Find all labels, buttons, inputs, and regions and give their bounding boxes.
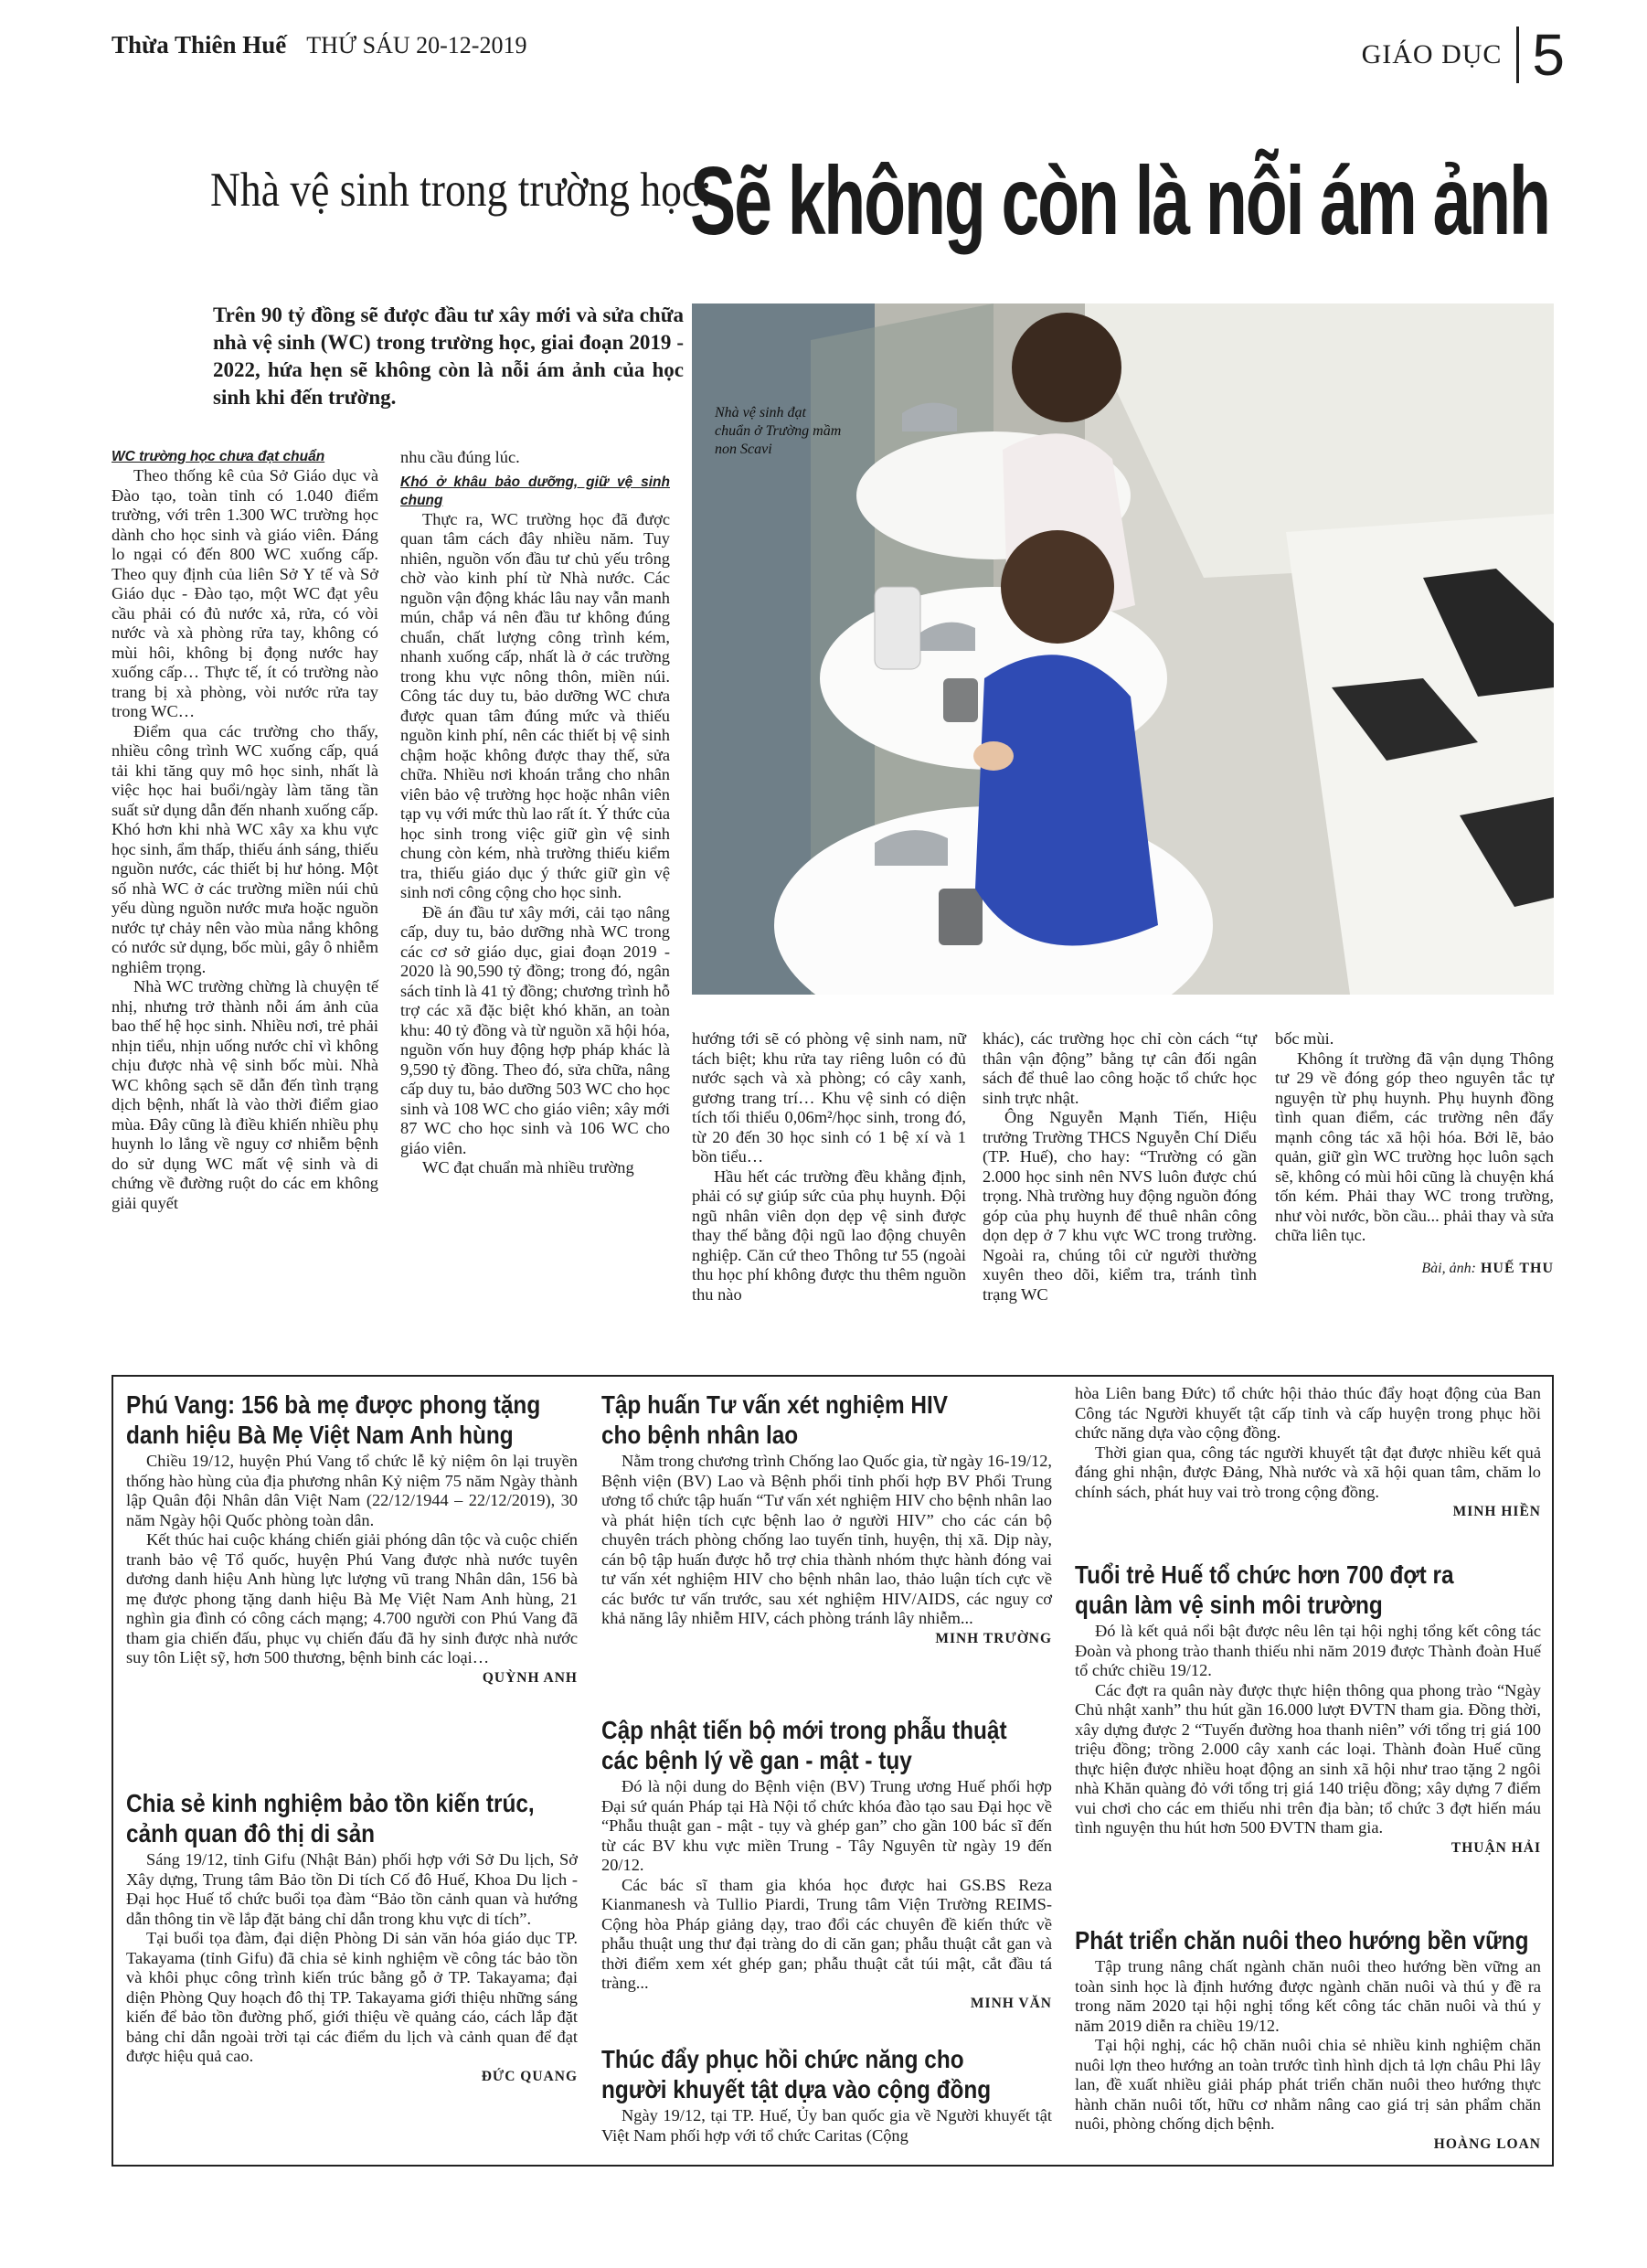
byline-author: HUẾ THU [1480, 1260, 1554, 1276]
paragraph: khác), các trường học chỉ còn cách “tự thân vận động” bằng tự cân đối ngân sách để thuê lao công hoặc tổ chức học sinh trực nhật. [983, 1029, 1257, 1107]
paragraph: Tại hội nghị, các hộ chăn nuôi chia sẻ nhiều kinh nghiệm chăn nuôi lợn theo hướng an toàn trước tình hình dịch tả lợn châu Phi lây lan, đề xuất nhiều giải pháp phát triển chăn nuôi theo hướng thực hành chăn nuôi tốt, hữu cơ nhằm nâng cao giá trị sản phẩm chăn nuôi, phòng chống dịch bệnh. [1075, 2036, 1541, 2133]
article-headline: Sẽ không còn là nỗi ám ảnh [690, 147, 1549, 255]
paragraph: nhu cầu đúng lúc. [400, 448, 520, 466]
brief-title-line: cảnh quan đô thị di sản [126, 1819, 376, 1847]
brief-title [126, 1788, 535, 1848]
brief-byline: MINH HIỀN [1452, 1504, 1541, 1519]
brief-body [601, 1452, 1052, 1629]
soap-dispenser [875, 587, 920, 669]
masthead [112, 31, 526, 59]
paragraph: Các bác sĩ tham gia khóa học được hai GS.BS Reza Kianmanesh và Tullio Piardi, Trung tâm Viện Trường REIMS- Cộng hòa Pháp giảng dạy, trao đổi các chuyên đề kiến thức về phẫu thuật ung thư đại tràng do di căn gan; phẫu thuật cắt gan và thời điểm xem xét ghép gan; phẫu thuật cắt túi mật, cắt đầu tá tràng... [601, 1875, 1052, 1992]
brief-bao-ton [126, 1788, 578, 2087]
brief-title-line: Phú Vang: 156 bà mẹ được phong tặng [126, 1390, 541, 1419]
brief-phu-vang [126, 1390, 578, 1688]
paragraph: WC đạt chuẩn mà nhiều trường [422, 1158, 634, 1177]
brief-byline: QUỲNH ANH [482, 1669, 578, 1686]
brief-title [1075, 1560, 1481, 1620]
brief-byline: MINH TRƯỜNG [935, 1630, 1052, 1646]
brief-title-line: các bệnh lý về gan - mật - tụy [601, 1746, 912, 1774]
paragraph: Không ít trường đã vận dụng Thông tư 29 về đóng góp theo nguyên tắc tự nguyện từ phụ huynh. Phụ huynh đồng tình quan điểm, các trường nên đẩy mạnh công tác xã hội hóa. Bởi lẽ, bảo quản, giữ gìn WC trường học luôn sạch sẽ, không có mùi hôi cũng là chuyện khá tốn kém. Phải thay WC trong trường, như vòi nước, bồn cầu... phải thay và sửa chữa liên tục. [1275, 1049, 1554, 1244]
brief-title-line: quân làm vệ sinh môi trường [1075, 1591, 1383, 1619]
child-hand [973, 741, 1014, 771]
brief-title [126, 1390, 541, 1450]
byline-label: Bài, ảnh: [1421, 1260, 1476, 1276]
article-column-1 [112, 448, 378, 1213]
section-header [1361, 22, 1565, 88]
brief-byline: THUẬN HẢI [1450, 1839, 1541, 1856]
subheading: Khó ở khâu bảo dưỡng, giữ vệ sinh chung [400, 474, 670, 508]
section-name: GIÁO DỤC [1361, 39, 1503, 69]
child-head [1001, 530, 1114, 644]
paragraph: Thực ra, WC trường học đã được quan tâm cách đây nhiều năm. Tuy nhiên, nguồn vốn đầu tư chủ yếu trông chờ vào kinh phí từ Nhà nước. Các nguồn vận động khác lâu nay vẫn manh mún, chắp vá nên đầu tư không đúng chuẩn, chất lượng công trình kém, nhanh xuống cấp, nhất là ở các trường trong khu vực nông thôn, miền núi. Công tác duy tu, bảo dưỡng WC chưa được quan tâm đúng mức và thiếu nguồn kinh phí, nên các thiết bị vệ sinh chậm hoặc không được thay thế, sửa chữa. Nhiều nơi khoán trắng cho nhân viên bảo vệ trường học hoặc nhân viên tạp vụ với mức thù lao rất ít. Ý thức của học sinh trong việc giữ gìn vệ sinh chung còn kém, nhà trường thiếu kiểm tra, thiếu giáo dục ý thức giữ gìn vệ sinh nơi công cộng cho học sinh. [400, 509, 670, 901]
brief-title-line: cho bệnh nhân lao [601, 1421, 799, 1449]
paragraph: Đó là kết quả nổi bật được nêu lên tại hội nghị tổng kết công tác Đoàn và phong trào thanh thiếu nhi năm 2019 được Thành đoàn Huế tổ chức chiều 19/12. [1075, 1622, 1541, 1679]
brief-body [601, 1777, 1052, 1994]
brief-title [601, 1390, 994, 1450]
brief-title-line: Tập huấn Tư vấn xét nghiệm HIV [601, 1390, 949, 1419]
paragraph: Hầu hết các trường đều khẳng định, phải có sự giúp sức của phụ huynh. Đội ngũ nhân viên dọn dẹp vệ sinh được thay thế bằng đội ngũ lao động chuyên nghiệp. Căn cứ theo Thông tư 55 (ngoài thu học phí không được thu thêm nguồn thu nào [692, 1166, 966, 1304]
brief-body [1075, 1622, 1541, 1838]
photo-caption: Nhà vệ sinh đạt chuẩn ở Trường mầm non Scavi [715, 405, 842, 457]
paragraph: hòa Liên bang Đức) tổ chức hội thảo thúc đẩy hoạt động của Ban Công tác Người khuyết tật cấp tỉnh và cấp huyện trong phục hồi chức năng dựa vào cộng đồng. [1075, 1384, 1541, 1442]
brief-byline: HOÀNG LOAN [1433, 2135, 1541, 2152]
article-column-5 [1275, 1029, 1554, 1278]
brief-chan-nuoi [1075, 1925, 1541, 2155]
article-column-2 [400, 448, 670, 1178]
child-blue-dress [975, 655, 1158, 945]
brief-title-line: Tuổi trẻ Huế tổ chức hơn 700 đợt ra [1075, 1560, 1454, 1589]
brief-byline: MINH VĂN [970, 1995, 1052, 2011]
brief-title-line: Chia sẻ kinh nghiệm bảo tồn kiến trúc, [126, 1789, 535, 1817]
news-briefs-box [112, 1375, 1554, 2167]
paragraph: Thời gian qua, công tác người khuyết tật đạt được nhiều kết quả đáng ghi nhận, được Đảng, Nhà nước và xã hội quan tâm, chăm lo chính sách, phát huy vai trò trong cộng đồng. [1075, 1443, 1541, 1501]
section-divider [1516, 27, 1519, 83]
brief-title-line: người khuyết tật dựa vào cộng đồng [601, 2075, 992, 2103]
brief-body [601, 2106, 1052, 2146]
article-lead: Trên 90 tỷ đồng sẽ được đầu tư xây mới và sửa chữa nhà vệ sinh (WC) trong trường học, giai đoạn 2019 - 2022, hứa hẹn sẽ không còn là nỗi ám ảnh của học sinh khi đến trường. [213, 303, 684, 409]
brief-title [601, 2044, 994, 2104]
paragraph: hướng tới sẽ có phòng vệ sinh nam, nữ tách biệt; khu rửa tay riêng luôn có đủ nước sạch và xà phòng; có cây xanh, gương trang trí… Khu vệ sinh có diện tích tối thiểu 0,06m²/học sinh, trong đó, từ 20 đến 30 học sinh có 1 bệ xí và 1 bồn tiểu… [692, 1029, 966, 1166]
brief-khuyet-tat-cont [1075, 1384, 1541, 1522]
brief-hiv [601, 1390, 1052, 1649]
article-column-4 [983, 1029, 1257, 1304]
brief-title-line: danh hiệu Bà Mẹ Việt Nam Anh hùng [126, 1421, 514, 1449]
brief-body [126, 1850, 578, 2067]
paragraph: Đề án đầu tư xây mới, cải tạo nâng cấp, duy tu, bảo dưỡng nhà WC trong các cơ sở giáo dục, giai đoạn 2019 - 2020 là 90,590 tỷ đồng; trong đó, ngân sách tỉnh là 41 tỷ đồng; chương trình hỗ trợ các xã đặc biệt khó khăn, an toàn khu: 40 tỷ đồng và từ nguồn xã hội hóa, nguồn vốn huy động hợp pháp khác là 9,590 tỷ đồng. Theo đó, sửa chữa, nâng cấp duy tu, bảo dưỡng 503 WC cho học sinh và 108 WC cho giáo viên; xây mới 87 WC cho học sinh và 106 WC cho giáo viên. [400, 902, 670, 1157]
brief-tuoi-tre [1075, 1560, 1541, 1858]
subheading: WC trường học chưa đạt chuẩn [112, 449, 325, 464]
article-byline [1275, 1259, 1554, 1279]
paragraph: Nằm trong chương trình Chống lao Quốc gia, từ ngày 16-19/12, Bệnh viện (BV) Lao và Bệnh phổi tỉnh phối hợp BV Phổi Trung ương tổ chức tập huấn “Tư vấn xét nghiệm HIV cho bệnh nhân lao và phát hiện tích cực bệnh lao ở người HIV” cho các cán bộ chuyên trách phòng chống lao tuyến tỉnh, huyện, thị xã. Dịp này, cán bộ tập huấn được hỗ trợ chia thành nhóm thực hành đóng vai tư vấn xét nghiệm HIV cho bệnh nhân lao, thảo luận tích cực về các bước tư vấn trước, sau xét nghiệm HIV/AIDS, các nguy cơ khả năng lây nhiễm HIV, cách phòng tránh lây nhiễm... [601, 1452, 1052, 1627]
steel-cup [939, 889, 983, 945]
paragraph: Các đợt ra quân này được thực hiện thông qua phong trào “Ngày Chủ nhật xanh” thu hút gần 16.000 lượt ĐVTN tham gia. Đồng thời, xây dựng được 2 “Tuyến đường hoa thanh niên” với tổng trị giá 100 triệu đồng; trồng 2.000 cây xanh các loại. Thành đoàn Huế cũng thực hiện được nhiều hoạt động an sinh xã hội như trao tặng 2 ngôi nhà Khăn quàng đỏ với tổng trị giá 140 triệu đồng; xây dựng 7 điểm vui chơi cho các em thiếu nhi trên địa bàn; tổ chức 3 đợt hiến máu tình nguyện thu hút hơn 500 ĐVTN tham gia. [1075, 1680, 1541, 1837]
article-column-3 [692, 1029, 966, 1304]
newspaper-name: Thừa Thiên Huế [112, 31, 287, 59]
brief-byline: ĐỨC QUANG [481, 2068, 578, 2084]
child-head [1012, 313, 1121, 422]
brief-title: Phát triển chăn nuôi theo hướng bền vững [1075, 1926, 1529, 1954]
paragraph: Nhà WC trường chừng là chuyện tế nhị, nhưng trở thành nỗi ám ảnh của bao thế hệ học sinh. Nhiều nơi, trẻ phải nhịn tiểu, nhịn uống nước chỉ vì không chịu được nhà vệ sinh bốc mùi. Nhà WC không sạch sẽ dẫn đến tình trạng dịch bệnh, nhất là vào thời điểm giao mùa. Đây cũng là điều khiến nhiều phụ huynh lo lắng về nguy cơ nhiễm bệnh do sử dụng WC mất vệ sinh và di chứng về đường ruột do các em không giải quyết [112, 977, 378, 1212]
paragraph: Sáng 19/12, tỉnh Gifu (Nhật Bản) phối hợp với Sở Du lịch, Sở Xây dựng, Trung tâm Bảo tồn Di tích Cố đô Huế, Khoa Du lịch - Đại học Huế tổ chức buổi tọa đàm “Bảo tồn cảnh quan và hướng dẫn thông tin về lắp đặt bảng chỉ dẫn trong khu vực di tích”. [126, 1850, 578, 1928]
issue-date: THỨ SÁU 20-12-2019 [306, 32, 527, 59]
brief-body [126, 1452, 578, 1668]
paragraph: Ông Nguyễn Mạnh Tiến, Hiệu trưởng Trường THCS Nguyễn Chí Diểu (TP. Huế), cho hay: “Trường có gần 2.000 học sinh nên NVS luôn được chú trọng. Nhà trường huy động nguồn đóng góp của phụ huynh để thuê nhân công dọn dẹp ở 7 khu vực WC trong trường. Ngoài ra, chúng tôi cử người thường xuyên theo dõi, kiểm tra, tránh tình trạng WC [983, 1108, 1257, 1304]
brief-title [601, 1715, 1007, 1775]
article-kicker: Nhà vệ sinh trong trường học: [210, 164, 712, 217]
steel-cup [943, 678, 978, 722]
paragraph: Đó là nội dung do Bệnh viện (BV) Trung ương Huế phối hợp Đại sứ quán Pháp tại Hà Nội tổ chức khóa đào tạo sau Đại học về “Phẫu thuật gan - mật - tụy và ghép gan” cho gần 100 bác sĩ đến từ các BV khu vực miền Trung - Tây Nguyên từ ngày 19 đến 20/12. [601, 1777, 1052, 1874]
brief-title-line: Thúc đẩy phục hồi chức năng cho [601, 2045, 964, 2073]
paragraph: Tại buổi tọa đàm, đại diện Phòng Di sản văn hóa giáo dục TP. Takayama (tỉnh Gifu) đã chia sẻ kinh nghiệm về công tác bảo tồn và khôi phục công trình kiến trúc bằng gỗ ở TP. Takayama; đại diện Phòng Quy hoạch đô thị TP. Takayama giới thiệu những sáng kiến để bảo tồn đường phố, giới thiệu về quảng cáo, cách lắp đặt bảng chỉ dẫn ngoài trời tại các điểm du lịch và cảnh quan để đạt được hiệu quả cao. [126, 1929, 578, 2065]
paragraph: bốc mùi. [1275, 1029, 1334, 1048]
paragraph: Điểm qua các trường cho thấy, nhiều công trình WC xuống cấp, quá tải khi tăng quy mô học sinh, nhất là việc học hai buổi/ngày làm tăng tần suất sử dụng dẫn đến nhanh xuống cấp. Khó hơn khi nhà WC xây xa khu vực học sinh, ẩm thấp, thiếu ánh sáng, thiếu nguồn nước, các thiết bị hư hỏng. Một số nhà WC ở các trường miền núi chủ yếu dùng nguồn nước mưa hoặc nguồn nước tự chảy nên vào mùa nắng không có nước sử dụng, bốc mùi, gây ô nhiễm nghiêm trọng. [112, 721, 378, 976]
paragraph: Tập trung nâng chất ngành chăn nuôi theo hướng bền vững an toàn sinh học là định hướng được ngành chăn nuôi và thú y đề ra trong năm 2020 tại hội nghị tổng kết công tác chăn nuôi và thú y năm 2019 diễn ra chiều 19/12. [1075, 1957, 1541, 2035]
brief-gan-mat-tuy [601, 1715, 1052, 2014]
brief-body [1075, 1957, 1541, 2135]
brief-khuyet-tat [601, 2044, 1052, 2146]
brief-body [1075, 1384, 1541, 1502]
page-number: 5 [1532, 22, 1565, 88]
paragraph: Chiều 19/12, huyện Phú Vang tổ chức lễ kỷ niệm ôn lại truyền thống hào hùng của địa phương nhân Kỷ niệm 75 năm Ngày thành lập Quân đội Nhân dân Việt Nam (22/12/1944 – 22/12/2019), 30 năm Ngày hội Quốc phòng toàn dân. [126, 1452, 578, 1529]
brief-title-line: Cập nhật tiến bộ mới trong phẫu thuật [601, 1716, 1007, 1744]
paragraph: Kết thúc hai cuộc kháng chiến giải phóng dân tộc và cuộc chiến tranh bảo vệ Tổ quốc, huyện Phú Vang được nhà nước tuyên dương danh hiệu Anh hùng lực lượng vũ trang Nhân dân, 156 bà mẹ được phong tặng danh hiệu Bà Mẹ Việt Nam Anh hùng, 21 nghìn gia đình có công cách mạng; 4.700 người con Phú Vang đã tham gia chiến đấu, phục vụ chiến đấu đã hy sinh được nhà nước suy tôn Liệt sỹ, hơn 500 thương, bệnh binh các loại… [126, 1530, 578, 1666]
paragraph: Ngày 19/12, tại TP. Huế, Ủy ban quốc gia về Người khuyết tật Việt Nam phối hợp với tổ chức Caritas (Cộng [601, 2106, 1052, 2145]
paragraph: Theo thống kê của Sở Giáo dục và Đào tạo, toàn tỉnh có 1.040 điểm trường, với trên 1.300 WC trường học dành cho học sinh và giáo viên. Đáng lo ngại có đến 800 WC xuống cấp. Theo quy định của liên Sở Y tế và Sở Giáo dục - Đào tạo, một WC đạt yêu cầu phải có đủ nước xả, rửa, có vòi nước và xà phòng rửa tay, không có mùi hôi, không bị đọng nước hay xuống cấp… Thực tế, ít có trường nào trang bị xà phòng, vòi nước rửa tay trong WC… [112, 466, 378, 720]
